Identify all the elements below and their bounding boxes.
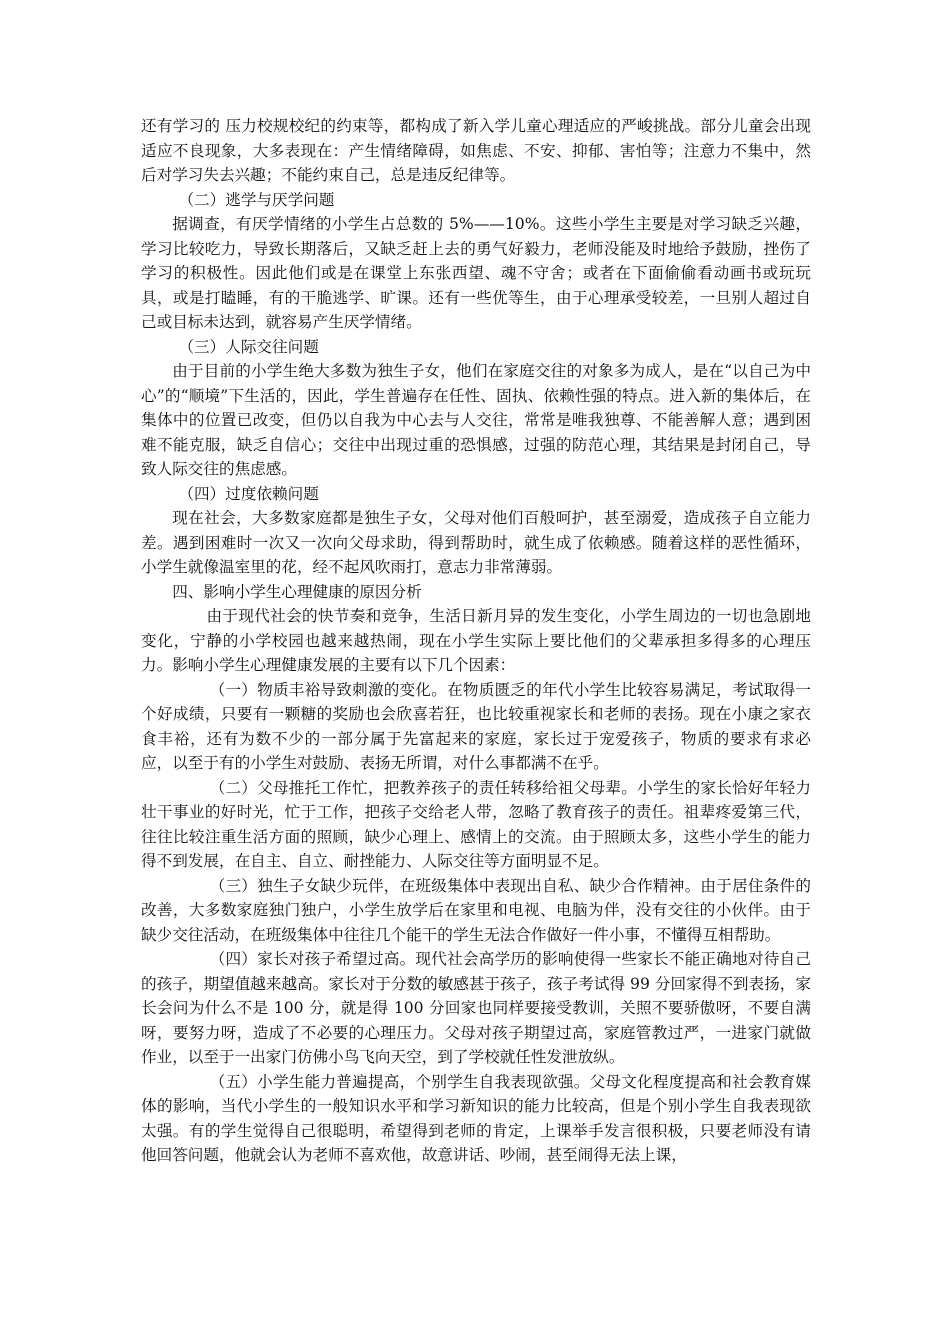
document-body [141,114,811,1168]
paragraph-cause-2: （二）父母推托工作忙，把教养孩子的责任转移给祖父母辈。小学生的家长恰好年轻力壮干事业的好时光，忙于工作，把孩子交给老人带，忽略了教育孩子的责任。祖辈疼爱第三代，往往比较注重生活方面的照顾，缺少心理上、感情上的交流。由于照顾太多，这些小学生的能力得不到发展，在自主、自立、耐挫能力、人际交往等方面明显不足。 [141,778,811,870]
section-heading-causes: 四、影响小学生心理健康的原因分析 [172,582,422,601]
paragraph-cause-1: （一）物质丰裕导致刺激的变化。在物质匮乏的年代小学生比较容易满足，考试取得一个好成绩，只要有一颗糖的奖励也会欣喜若狂，也比较重视家长和老师的表扬。现在小康之家衣食丰裕，还有为数不少的一部分属于先富起来的家庭，家长过于宠爱孩子，物质的要求有求必应，以至于有的小学生对鼓励、表扬无所谓，对什么事都满不在乎。 [141,680,811,772]
paragraph-cause-3: （三）独生子女缺少玩伴，在班级集体中表现出自私、缺少合作精神。由于居住条件的改善，大多数家庭独门独户，小学生放学后在家里和电视、电脑为伴，没有交往的小伙伴。由于缺少交往活动，在班级集体中往往几个能干的学生无法合作做好一件小事，不懂得互相帮助。 [141,876,811,944]
paragraph-causes-intro: 由于现代社会的快节奏和竞争，生活日新月异的发生变化，小学生周边的一切也急剧地变化，宁静的小学校园也越来越热闹，现在小学生实际上要比他们的父辈承担多得多的心理压力。影响小学生心理健康发展的主要有以下几个因素： [141,607,811,674]
paragraph-cause-5: （五）小学生能力普遍提高，个别学生自我表现欲强。父母文化程度提高和社会教育媒体的影响，当代小学生的一般知识水平和学习新知识的能力比较高，但是个别小学生自我表现欲太强。有的学生觉得自己很聪明，希望得到老师的肯定，上课举手发言很积极，只要老师没有请他回答问题，他就会认为老师不喜欢他，故意讲话、吵闹，甚至闹得无法上课， [141,1072,811,1164]
paragraph-truancy: 据调查，有厌学情绪的小学生占总数的 5%——10%。这些小学生主要是对学习缺乏兴趣，学习比较吃力，导致长期落后，又缺乏赶上去的勇气好毅力，老师没能及时地给予鼓励，挫伤了学习的积极性。因此他们或是在课堂上东张西望、魂不守舍；或者在下面偷偷看动画书或玩玩具，或是打瞌睡，有的干脆逃学、旷课。还有一些优等生，由于心理承受较差，一旦别人超过自己或目标未达到，就容易产生厌学情绪。 [141,215,811,331]
paragraph-cause-4: （四）家长对孩子希望过高。现代社会高学历的影响使得一些家长不能正确地对待自己的孩子，期望值越来越高。家长对于分数的敏感甚于孩子，孩子考试得 99 分回家得不到表扬，家长会问为什么不是 100 分，就是得 100 分回家也同样要接受教训，关照不要骄傲呀，不要自满呀，要努力呀，造成了不必要的心理压力。父母对孩子期望过高，家庭管教过严，一进家门就做作业，以至于一出家门仿佛小鸟飞向天空，到了学校就任性发泄放纵。 [141,950,811,1066]
heading-interpersonal: （三）人际交往问题 [178,337,319,356]
paragraph-dependence: 现在社会，大多数家庭都是独生子女，父母对他们百般呵护，甚至溺爱，造成孩子自立能力差。遇到困难时一次又一次向父母求助，得到帮助时，就生成了依赖感。随着这样的恶性循环，小学生就像温室里的花，经不起风吹雨打，意志力非常薄弱。 [141,509,811,576]
heading-truancy: （二）逃学与厌学问题 [178,190,335,209]
heading-dependence: （四）过度依赖问题 [178,484,319,503]
paragraph-interpersonal: 由于目前的小学生绝大多数为独生子女，他们在家庭交往的对象多为成人，是在“以自己为中心”的“顺境”下生活的，因此，学生普遍存在任性、固执、依赖性强的特点。进入新的集体后，在集体中的位置已改变，但仍以自我为中心去与人交往，常常是唯我独尊、不能善解人意；遇到困难不能克服，缺乏自信心；交往中出现过重的恐惧感，过强的防范心理，其结果是封闭自己，导致人际交往的焦虑感。 [141,362,811,478]
paragraph-intro-continuation: 还有学习的 压力校规校纪的约束等，都构成了新入学儿童心理适应的严峻挑战。部分儿童会出现适应不良现象，大多表现在：产生情绪障碍，如焦虑、不安、抑郁、害怕等；注意力不集中，然后对学习失去兴趣；不能约束自己，总是违反纪律等。 [141,117,811,184]
